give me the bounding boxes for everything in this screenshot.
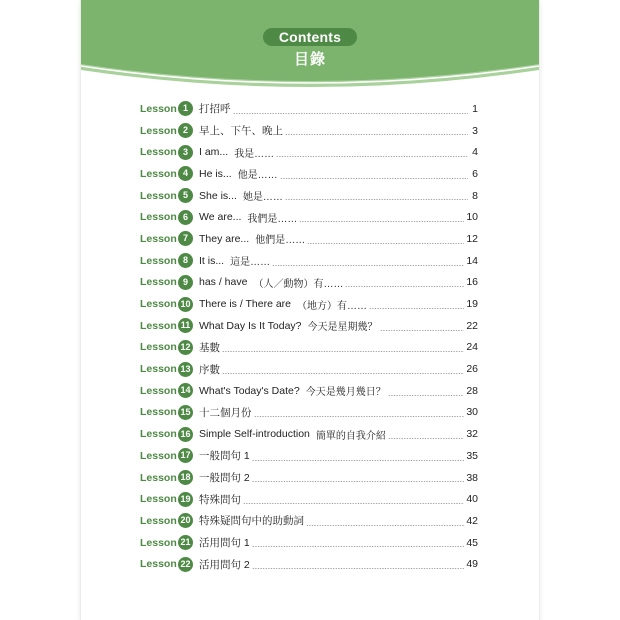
lesson-subtitle: 他是…… — [237, 170, 278, 182]
lesson-label: Lesson — [140, 146, 177, 159]
dot-leader — [285, 134, 468, 135]
toc-entry[interactable] — [140, 315, 478, 337]
dot-leader — [252, 546, 465, 547]
lesson-label: Lesson — [140, 341, 177, 354]
lesson-title: 打招呼 — [199, 103, 231, 116]
toc-entry[interactable] — [140, 206, 478, 228]
lesson-title: I am... — [199, 146, 229, 159]
lesson-label: Lesson — [140, 536, 177, 549]
lesson-title: It is... — [199, 254, 225, 267]
lesson-label: Lesson — [140, 276, 177, 289]
dot-leader — [306, 525, 464, 526]
dot-leader — [307, 243, 464, 244]
dot-leader — [280, 178, 468, 179]
dot-leader — [222, 351, 464, 352]
lesson-number-badge: 19 — [178, 492, 193, 507]
toc-entry[interactable] — [140, 445, 478, 467]
table-of-contents — [140, 98, 478, 575]
lesson-number-badge: 12 — [178, 340, 193, 355]
lesson-number-badge: 5 — [178, 188, 193, 203]
dot-leader — [254, 416, 465, 417]
page-number: 40 — [466, 493, 478, 506]
toc-entry[interactable] — [140, 423, 478, 445]
page-title: 目錄 — [293, 51, 326, 68]
lesson-number-badge: 9 — [178, 275, 193, 290]
lesson-title: There is / There are — [199, 298, 292, 311]
dot-leader — [252, 568, 465, 569]
page-number: 28 — [466, 384, 478, 397]
lesson-number-badge: 13 — [178, 362, 193, 377]
lesson-title: What's Today's Date? — [199, 384, 300, 397]
lesson-label: Lesson — [140, 471, 177, 484]
toc-entry[interactable] — [140, 467, 478, 489]
page-number: 49 — [466, 558, 478, 571]
dot-leader — [272, 265, 464, 266]
lesson-label: Lesson — [140, 298, 177, 311]
lesson-title: has / have — [199, 276, 248, 289]
lesson-title: We are... — [199, 211, 242, 224]
toc-entry[interactable] — [140, 163, 478, 185]
lesson-subtitle: 他們是…… — [255, 235, 306, 247]
lesson-title: 特殊疑問句中的助動詞 — [199, 515, 304, 528]
lesson-number-badge: 20 — [178, 513, 193, 528]
lesson-label: Lesson — [140, 232, 177, 245]
contents-heading: Contents — [263, 28, 357, 46]
lesson-subtitle: 今天是幾月幾日？ — [305, 387, 386, 399]
toc-entry[interactable] — [140, 337, 478, 359]
header-wave-shape — [81, 0, 539, 92]
dot-leader — [388, 395, 465, 396]
toc-entry[interactable] — [140, 510, 478, 532]
document-page — [81, 0, 539, 620]
lesson-label: Lesson — [140, 493, 177, 506]
lesson-title: 活用問句 1 — [199, 537, 250, 550]
lesson-number-badge: 14 — [178, 383, 193, 398]
toc-entry[interactable] — [140, 380, 478, 402]
lesson-label: Lesson — [140, 558, 177, 571]
page-number: 4 — [472, 146, 478, 159]
lesson-number-badge: 1 — [178, 101, 193, 116]
page-number: 32 — [466, 428, 478, 441]
dot-leader — [388, 438, 464, 439]
lesson-number-badge: 18 — [178, 470, 193, 485]
toc-entry[interactable] — [140, 250, 478, 272]
lesson-label: Lesson — [140, 189, 177, 202]
page-number: 1 — [472, 102, 478, 115]
lesson-number-badge: 8 — [178, 253, 193, 268]
lesson-title: 一般問句 1 — [199, 450, 250, 463]
page-number: 30 — [466, 406, 478, 419]
toc-entry[interactable] — [140, 120, 478, 142]
page-number: 16 — [466, 276, 478, 289]
page-number: 3 — [472, 124, 478, 137]
toc-entry[interactable] — [140, 532, 478, 554]
lesson-label: Lesson — [140, 384, 177, 397]
lesson-title: 早上、下午、晚上 — [199, 125, 283, 138]
lesson-subtitle: 今天是星期幾？ — [307, 322, 378, 334]
lesson-number-badge: 15 — [178, 405, 193, 420]
page-number: 19 — [466, 298, 478, 311]
dot-leader — [369, 308, 464, 309]
lesson-label: Lesson — [140, 363, 177, 376]
page-number: 10 — [466, 211, 478, 224]
page-number: 24 — [466, 341, 478, 354]
header-banner — [81, 0, 539, 92]
lesson-title: 基數 — [199, 341, 220, 354]
toc-entry[interactable] — [140, 553, 478, 575]
dot-leader — [243, 503, 464, 504]
lesson-subtitle: （人／動物）有…… — [253, 278, 344, 290]
lesson-number-badge: 3 — [178, 145, 193, 160]
dot-leader — [299, 221, 464, 222]
toc-entry[interactable] — [140, 185, 478, 207]
lesson-label: Lesson — [140, 428, 177, 441]
toc-entry[interactable] — [140, 293, 478, 315]
lesson-title: They are... — [199, 232, 250, 245]
page-number: 22 — [466, 319, 478, 332]
dot-leader — [276, 156, 468, 157]
lesson-subtitle: 這是…… — [230, 257, 271, 269]
lesson-label: Lesson — [140, 449, 177, 462]
lesson-title: 十二個月份 — [199, 406, 252, 419]
lesson-number-badge: 17 — [178, 448, 193, 463]
toc-entry[interactable] — [140, 488, 478, 510]
lesson-title: 一般問句 2 — [199, 472, 250, 485]
page-number: 26 — [466, 363, 478, 376]
lesson-number-badge: 6 — [178, 210, 193, 225]
lesson-number-badge: 22 — [178, 557, 193, 572]
lesson-label: Lesson — [140, 254, 177, 267]
dot-leader — [380, 330, 465, 331]
page-number: 38 — [466, 471, 478, 484]
lesson-subtitle: 我們是…… — [247, 213, 298, 225]
lesson-number-badge: 7 — [178, 231, 193, 246]
lesson-number-badge: 2 — [178, 123, 193, 138]
toc-entry[interactable] — [140, 272, 478, 294]
page-number: 45 — [466, 536, 478, 549]
dot-leader — [285, 199, 468, 200]
dot-leader — [345, 286, 464, 287]
lesson-subtitle: （地方）有…… — [297, 300, 368, 312]
toc-entry[interactable] — [140, 141, 478, 163]
lesson-number-badge: 16 — [178, 427, 193, 442]
lesson-title: He is... — [199, 167, 232, 180]
lesson-label: Lesson — [140, 406, 177, 419]
page-number: 12 — [466, 232, 478, 245]
toc-entry[interactable] — [140, 98, 478, 120]
page-number: 6 — [472, 167, 478, 180]
lesson-label: Lesson — [140, 319, 177, 332]
toc-entry[interactable] — [140, 402, 478, 424]
lesson-title: 序數 — [199, 363, 220, 376]
lesson-label: Lesson — [140, 124, 177, 137]
lesson-number-badge: 10 — [178, 297, 193, 312]
lesson-number-badge: 21 — [178, 535, 193, 550]
dot-leader — [233, 113, 469, 114]
lesson-subtitle: 簡單的自我介紹 — [315, 430, 386, 442]
page-number: 42 — [466, 514, 478, 527]
lesson-title: She is... — [199, 189, 237, 202]
lesson-subtitle: 她是…… — [242, 192, 283, 204]
lesson-subtitle: 我是…… — [234, 148, 275, 160]
dot-leader — [252, 481, 465, 482]
dot-leader — [252, 460, 465, 461]
lesson-number-badge: 4 — [178, 166, 193, 181]
page-number: 14 — [466, 254, 478, 267]
lesson-label: Lesson — [140, 167, 177, 180]
lesson-label: Lesson — [140, 514, 177, 527]
lesson-title: 特殊問句 — [199, 493, 241, 506]
lesson-title: What Day Is It Today? — [199, 319, 302, 332]
toc-entry[interactable] — [140, 228, 478, 250]
page-number: 35 — [466, 449, 478, 462]
lesson-label: Lesson — [140, 102, 177, 115]
toc-entry[interactable] — [140, 358, 478, 380]
dot-leader — [222, 373, 464, 374]
lesson-title: Simple Self-introduction — [199, 428, 310, 441]
page-number: 8 — [472, 189, 478, 202]
lesson-label: Lesson — [140, 211, 177, 224]
lesson-number-badge: 11 — [178, 318, 193, 333]
lesson-title: 活用問句 2 — [199, 558, 250, 571]
